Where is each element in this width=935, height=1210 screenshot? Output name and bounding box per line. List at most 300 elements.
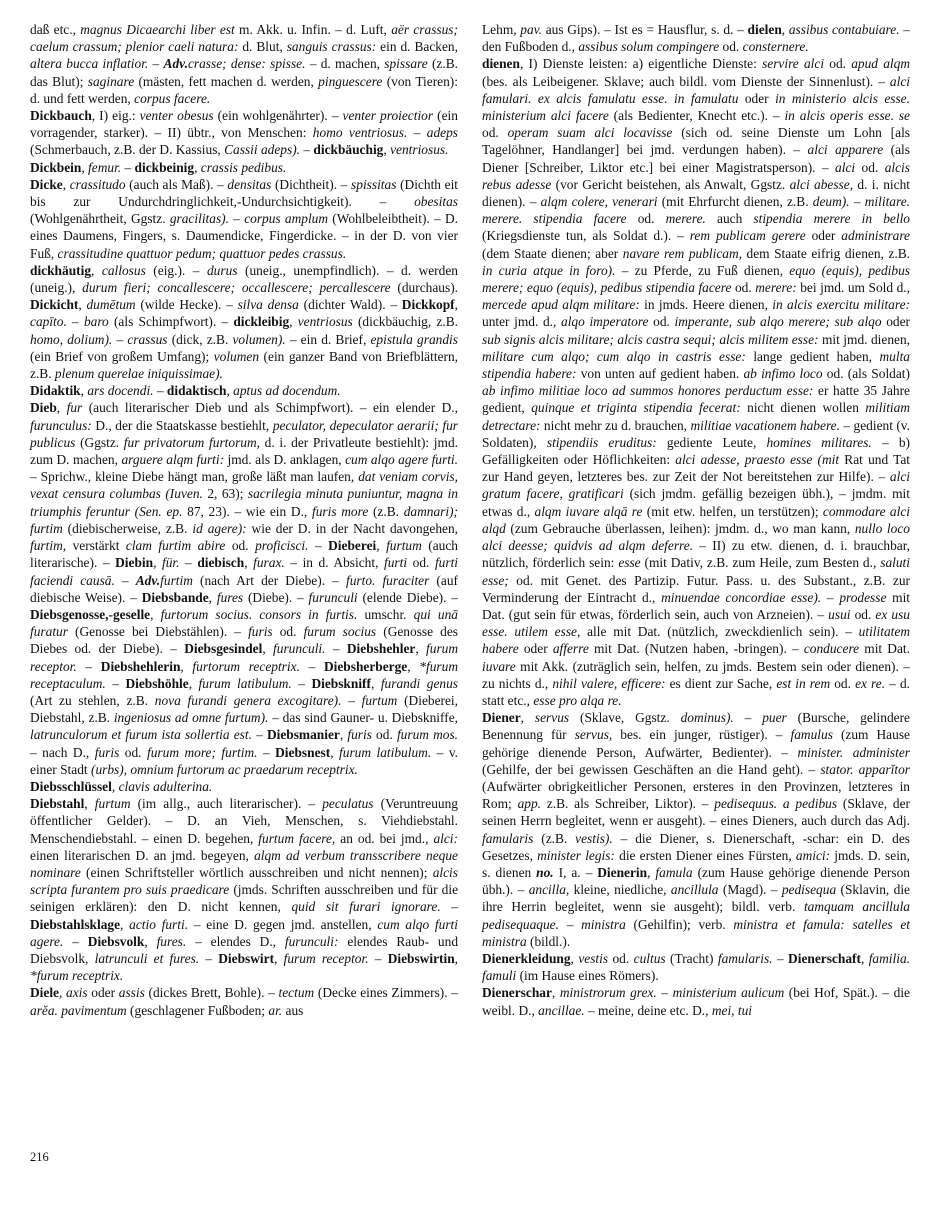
german-text: oder [805, 228, 842, 244]
latin-term: equo (equis), pedibus merere; equo (equis), pedibus stipendia facere [482, 262, 910, 296]
latin-term: latrunculorum et furum ista sollertia est. [30, 727, 252, 743]
german-text: (zum Hause gehörige dienende Person übh.). – [482, 864, 910, 898]
german-text: (dichter Wald). – [298, 297, 402, 313]
headword: Diebsvolk [87, 933, 145, 949]
latin-term: furis [347, 727, 372, 743]
german-text: od. [719, 39, 743, 55]
german-text: (jmds. Schriften ausschreiben und für die seinigen erklären): den D. nicht kennen, [30, 882, 459, 915]
latin-term: fures [216, 589, 244, 605]
german-text: , I) eig.: [91, 108, 140, 124]
german-text: (z.B. [368, 503, 404, 519]
latin-term: conducere [803, 641, 860, 657]
latin-term: Cassii adeps). [224, 142, 301, 158]
headword: dickbäuchig [313, 142, 384, 158]
german-text: nicht mehr zu d. brauchen, [540, 417, 691, 433]
german-text: – [179, 555, 198, 571]
german-text: d. Blut, [238, 39, 287, 55]
latin-term: furunculus: [30, 417, 92, 433]
german-text: (elende Diebe). – [357, 589, 458, 605]
latin-term: sub signis alcis militare; alcis castra sequi; alcis militem esse: [482, 331, 819, 347]
latin-term: furti faciendi causā. [30, 555, 459, 588]
german-text: , [120, 916, 130, 932]
german-text: (einen Schriftsteller wörtlich ausschreiben und nicht nennen); [80, 864, 433, 880]
latin-term: alci [835, 159, 856, 175]
latin-term: capīto. [30, 314, 67, 330]
latin-term: *furum receptaculum. [30, 658, 458, 691]
german-text: (bei Hof, Spät.). – die weibl. D., [482, 985, 911, 1018]
german-text: oder [881, 314, 910, 330]
german-text: – das sind Gauner- u. Diebskniffe, [268, 710, 458, 726]
latin-term: furum latibulum. [339, 744, 432, 760]
latin-term: ministrorum grex. [559, 985, 657, 1001]
latin-term: qui unā furatur [30, 606, 458, 640]
german-text: , [226, 383, 234, 399]
german-text: , [407, 658, 420, 674]
german-text: , [78, 297, 87, 313]
latin-term: saginare [87, 73, 135, 89]
german-text: – [121, 159, 135, 175]
german-text: (auch literarische). – [30, 538, 458, 571]
headword: dienen [482, 56, 520, 72]
latin-term: merere. [665, 211, 706, 227]
headword: Dickkopf [401, 297, 455, 313]
german-text: verstärkt [66, 538, 126, 554]
german-text: (wilde Hecke). – [135, 297, 238, 313]
german-text: umschr. [357, 606, 414, 622]
latin-term: ex usu esse. utilem esse, [482, 606, 910, 640]
german-text: kleine, niedliche, [569, 882, 671, 898]
german-text: (zum Gebrauche überlassen, leihen): jmdm. d., wo man kann, [505, 520, 855, 536]
german-text: (Gehilfin); verb. [625, 916, 734, 932]
latin-term: crassitudine quattuor pedum; quattuor pedes crassus. [57, 245, 347, 261]
latin-term: cum alqo furti agere. [30, 916, 459, 949]
headword: Diebshehlerin [100, 658, 181, 674]
german-text: (Sklave, Ggstz. [569, 710, 681, 726]
german-text: , [647, 864, 656, 880]
german-text: – [849, 194, 865, 210]
latin-term: fur [66, 400, 83, 416]
german-text: od. [608, 950, 634, 966]
latin-term: famularis [482, 830, 534, 846]
german-text: ein d. Backen, [376, 39, 458, 55]
german-text: (auch literarischer Dieb und als Schimpfwort). – ein elender D., [82, 400, 458, 416]
headword: Diebsherberge [323, 658, 408, 674]
german-text: (ein vorragender, starker). – II) übtr., von Menschen: [30, 108, 458, 141]
german-text: – [772, 950, 789, 966]
latin-term: furis [94, 744, 120, 760]
latin-term: fur privatorum furtorum, [123, 434, 260, 450]
latin-term: stipendia merere in bello [753, 211, 910, 227]
latin-term: tectum [278, 985, 315, 1001]
headword: Diebswirtin [387, 950, 455, 966]
headword: Diele [30, 985, 59, 1001]
latin-term: ars docendi. [87, 383, 154, 399]
german-text: (zum Hause gehörige dienende Person, Aufwärter, Bedienter). – [482, 727, 910, 760]
latin-term: ar. [268, 1002, 283, 1018]
german-text: – Sprichw., kleine Diebe hängt man, große läßt man laufen, [30, 469, 359, 485]
german-text: – eine D. gegen jmd. anstellen, [188, 916, 378, 932]
german-text: od. [371, 727, 397, 743]
german-text: (Dieberei, Diebstahl, z.B. [30, 692, 459, 726]
german-text: , [84, 796, 95, 812]
latin-term: damnari); furtim [30, 503, 458, 536]
german-text: alle mit Dat. (nützlich, zweckdienlich sein). – [580, 624, 859, 640]
german-text: jmds. D. sein, s. dienen [482, 847, 910, 880]
german-text: (sich jmdm. gefällig bezeigen übh.), – jmdm. mit etwas d., [482, 486, 910, 519]
latin-term: venter obesus [139, 108, 214, 124]
headword: Diebshöhle [125, 675, 189, 691]
latin-term: in alcis exercitu militare: [772, 297, 910, 313]
latin-term: actio furti. [129, 916, 189, 932]
german-text: bei jmd. um Sold d., [796, 280, 911, 296]
german-text: (nach Art der Diebe). – [192, 572, 346, 588]
german-text: – [228, 211, 245, 227]
column-right [482, 21, 910, 1019]
latin-term: ingeniosus ad omne furtum). [113, 710, 269, 726]
german-text: , [153, 555, 162, 571]
german-text: – [76, 658, 101, 674]
german-text: – [63, 933, 88, 949]
latin-term: furax. [253, 555, 285, 571]
german-text: , [180, 658, 193, 674]
latin-term: vestis [578, 950, 609, 966]
abbreviation-label: Adv. [163, 56, 188, 72]
page-number: 216 [30, 1150, 49, 1164]
german-text: , [781, 22, 789, 37]
entry-paragraph [482, 950, 910, 984]
german-text: – [558, 916, 582, 932]
german-text: (Sklavin, die ihre Herrin begleitet, wenn sie ausgeht); bildl. verb. [482, 882, 910, 915]
german-text: D., der die Staatskasse bestiehlt, [91, 417, 273, 433]
entry-paragraph [482, 709, 910, 950]
headword: Diebin [115, 555, 154, 571]
latin-term: (urbs), omnium furtorum ac praedarum receptrix. [90, 761, 358, 777]
german-text: (Dichth eit bis zur Undurchdringlichkeit,-Undurchsichtigkeit). – [30, 176, 459, 210]
entry-paragraph [30, 778, 458, 795]
latin-term: nihil valere, efficere: [552, 675, 666, 691]
german-text: mit jmd. dienen, [818, 331, 910, 347]
german-text: , [91, 262, 102, 278]
german-text: mit Dat. (gut sein für etwas, förderlich sein, auch von Arzneien). – [482, 589, 911, 622]
latin-term: furandi genus [380, 675, 459, 691]
latin-term: ministra [581, 916, 626, 932]
german-text: (Diebe). – [243, 589, 309, 605]
latin-term: arĕa. pavimentum [30, 1002, 127, 1018]
german-text: (Ggstz. [75, 434, 124, 450]
latin-term: ex re. [855, 675, 886, 691]
german-text: , [383, 142, 391, 158]
latin-term: pedisequa [781, 882, 837, 898]
headword: Dieberei [328, 538, 377, 554]
latin-term: corpus facere. [134, 90, 211, 106]
german-text: – b) Gefälligkeiten oder Höflichkeiten: [482, 434, 910, 468]
german-text: od. [648, 314, 675, 330]
latin-term: furtum [361, 692, 398, 708]
german-text: – [251, 727, 267, 743]
german-text: aus [282, 1002, 304, 1018]
german-text: (dem Staate dienen; aber [482, 245, 623, 261]
german-text: – [112, 331, 128, 347]
german-text: , [62, 176, 70, 192]
latin-term: utilitatem habere [482, 624, 910, 657]
german-text: , [111, 778, 119, 794]
german-text: die ersten Diener eines Fürsten, [614, 847, 796, 863]
german-text: (Art zu stehlen, z.B. [30, 692, 155, 708]
german-text: – ein d. Brief, [285, 331, 371, 347]
entry-paragraph [30, 382, 458, 399]
latin-term: quinque et triginta stipendia fecerat: [531, 400, 741, 416]
latin-term: dat veniam corvis, vexat censura columbas (Iuven. [30, 469, 458, 502]
german-text: (ein ganzer Band von Briefblättern, z.B. [30, 348, 458, 382]
latin-term: servus, [574, 727, 613, 743]
headword: Dieb [30, 400, 57, 416]
latin-term: rem publicam gerere [689, 228, 806, 244]
entry-paragraph [30, 107, 458, 159]
latin-term: prodesse [839, 589, 887, 605]
german-text: (als Diener [Schreiber, Liktor etc.] bei einer Magistratsperson). – [482, 142, 910, 175]
latin-term: durus [206, 262, 238, 278]
headword: Diebsbande [141, 589, 209, 605]
latin-term: furunculi [308, 589, 358, 605]
latin-term: furum mos. [396, 727, 458, 743]
latin-term: est in rem [776, 675, 831, 691]
german-text: – [199, 950, 219, 966]
latin-term: vestis). [575, 830, 613, 846]
latin-term: afferre [552, 641, 589, 657]
german-text: (dick, z.B. [167, 331, 233, 347]
latin-term: magnus Dicaearchi liber est [80, 22, 235, 37]
german-text: (ein wohlgenährter). – [213, 108, 343, 124]
german-text: oder [87, 985, 119, 1001]
german-text: , [376, 538, 387, 554]
german-text: , [150, 606, 161, 622]
german-text: wie der D. in der Nacht davongehen, [246, 520, 459, 536]
german-text: (Genosse des Diebes od. der Diebe). – [30, 624, 459, 657]
latin-term: assis [118, 985, 145, 1001]
latin-term: arguere alqm furti: [121, 452, 225, 468]
german-text: oder [738, 90, 776, 106]
latin-term: id agere): [192, 520, 247, 536]
latin-term: clavis adulterina. [118, 778, 213, 794]
latin-term: mei, tui [711, 1002, 752, 1018]
german-text: auch [705, 211, 754, 227]
german-text: – [291, 675, 312, 691]
latin-term: minister. administer [797, 744, 910, 760]
latin-term: epistula grandis [370, 331, 458, 347]
german-text: (mästen, fett machen d. werden, [134, 73, 319, 89]
latin-term: ventriosus. [390, 142, 449, 158]
latin-term: dominus). [680, 710, 734, 726]
latin-term: furtim [160, 572, 193, 588]
german-text: – den Fußboden d., [482, 22, 910, 55]
german-text: z.B. als Schreiber, Liktor). – [541, 796, 715, 812]
headword: Diebskniff [311, 675, 371, 691]
latin-term: furis [248, 624, 273, 640]
latin-term: aptus ad docendum. [233, 383, 341, 399]
latin-term: alqm ad verbum transscribere neque nominare [30, 847, 459, 880]
german-text: mit Dat. (Nutzen haben, -bringen). – [588, 641, 804, 657]
latin-term: navare rem publicam, [622, 245, 743, 261]
latin-term: homo, dolium). [30, 331, 113, 347]
latin-term: crassis pedibus. [200, 159, 287, 175]
german-text: (Magd). – [718, 882, 782, 898]
german-text: – [114, 572, 136, 588]
german-text: oder [518, 641, 553, 657]
german-text: – in d. Absicht, [284, 555, 384, 571]
headword: Diebsnest [275, 744, 331, 760]
latin-term: clam furtim abire [125, 538, 226, 554]
german-text: – [300, 142, 314, 158]
latin-term: latrunculi et fures. [94, 950, 200, 966]
headword: diebisch [197, 555, 245, 571]
latin-term: homines militares. [766, 434, 872, 450]
latin-term: silva densa [237, 297, 299, 313]
entry-paragraph [30, 262, 458, 382]
latin-term: sacrilegia minuta puniuntur, magna in triumphis feruntur (Sen. ep. [30, 486, 459, 519]
entry-paragraph [30, 176, 458, 262]
german-text: , [339, 727, 348, 743]
german-text: (z.B. das Blut); [30, 56, 458, 89]
headword: dickhäutig [30, 262, 92, 278]
latin-term: furtum facere, [258, 830, 336, 846]
latin-term: furtim, [30, 538, 67, 554]
latin-term: nullo loco alci deesse; quidvis ad alqm deferre. [482, 520, 910, 554]
headword: Dienerschar [482, 985, 552, 1001]
latin-term: homo ventriosus. [312, 125, 408, 141]
german-text: – [341, 692, 362, 708]
latin-term: alqo imperatore [561, 314, 649, 330]
latin-term: militiam detrectare: [482, 400, 910, 433]
latin-term: cum alqo agere furti. [345, 452, 458, 468]
german-text: , [454, 297, 458, 313]
latin-term: famularis. [717, 950, 773, 966]
latin-term: femur. [88, 159, 122, 175]
latin-term: aër crassus; caelum crassum; plenior caeli natura: [30, 22, 458, 55]
latin-term: minister legis: [537, 847, 615, 863]
german-text: gediente Leute, [656, 434, 767, 450]
latin-term: furtorum socius. consors in furtis. [160, 606, 358, 622]
headword: Dienerschaft [788, 950, 861, 966]
german-text: – [733, 710, 763, 726]
german-text: – meine, deine etc. D., [584, 1002, 712, 1018]
german-text: – [325, 641, 347, 657]
german-text: – elendes D., [186, 933, 285, 949]
latin-term: militare. merere. stipendia facere [482, 194, 910, 227]
german-text: od. [119, 744, 147, 760]
german-text: , [860, 950, 869, 966]
latin-term: volumen). [232, 331, 286, 347]
latin-term: callosus [101, 262, 146, 278]
german-text: 87, 23). – wie ein D., [182, 503, 312, 519]
german-text: lange gedient haben, [745, 348, 880, 364]
latin-term: operam suam alci locavisse [507, 125, 673, 141]
latin-term: consternere. [742, 39, 809, 55]
latin-term: durum fieri; concallescere; occallescere; percallescere [82, 280, 391, 296]
latin-term: imperante, sub alqo merere; sub alqo [674, 314, 882, 330]
latin-term: furis more [311, 503, 369, 519]
german-text: (auch als Maß). – [125, 176, 228, 192]
latin-term: furtorum receptrix. [192, 658, 300, 674]
latin-term: peculatus [322, 796, 374, 812]
headword: Diebshehler [346, 641, 416, 657]
headword: Dickbein [30, 159, 82, 175]
german-text: , [194, 159, 201, 175]
latin-term: axis [66, 985, 88, 1001]
headword: Dickicht [30, 297, 79, 313]
headword: Diebswirt [218, 950, 275, 966]
latin-term: furunculi: [284, 933, 339, 949]
german-text: , [81, 159, 89, 175]
german-text: (uneig., unempfindlich). – d. werden (uneig.), [30, 262, 458, 296]
latin-term: dumētum [86, 297, 136, 313]
german-text: od. [855, 159, 885, 175]
latin-term: esse [618, 555, 641, 571]
german-text: mit Akk. (zuträglich sein, helfen, zu jmds. Bestem sein oder dienen). – zu nichts d., [482, 658, 910, 691]
german-text: – [368, 950, 388, 966]
german-text: , [56, 400, 67, 416]
latin-term: spissare [384, 56, 428, 72]
german-text: (von Tieren): d. und fett werden, [30, 73, 458, 106]
entry-paragraph [30, 21, 458, 107]
german-text: – [656, 985, 673, 1001]
latin-term: famula [655, 864, 693, 880]
latin-term: adeps [426, 125, 459, 141]
latin-term: furum receptor. [283, 950, 369, 966]
german-text: , [370, 675, 381, 691]
german-text: dem Staate eifrig dienen, z.B. [742, 245, 910, 261]
german-text: , [520, 710, 535, 726]
latin-term: crassitudo [69, 176, 126, 192]
german-text: (Decke eines Zimmers). – [314, 985, 458, 1001]
latin-term: in curia atque in foro). [482, 262, 616, 278]
german-text: , [244, 555, 254, 571]
headword: Diebsmanier [266, 727, 340, 743]
column-left [30, 21, 458, 1019]
latin-term: ab infimo loco [743, 366, 823, 382]
german-text: (im Hause eines Römers). [516, 968, 659, 984]
latin-term: fures. [156, 933, 187, 949]
german-text: (dickes Brett, Bohle). – [144, 985, 279, 1001]
headword: Dienerkleidung [482, 950, 571, 966]
german-text: (bildl.). [526, 933, 571, 949]
german-text: – [407, 125, 427, 141]
latin-term: furtum [386, 538, 422, 554]
latin-term: alci gratum facere, gratificari [482, 469, 910, 502]
latin-term: peculator, depeculator aerarii; fur publicus [30, 417, 458, 450]
latin-term: alci: [433, 830, 458, 846]
latin-term: crassus [127, 331, 168, 347]
latin-term: alqm colere, venerari [540, 194, 658, 210]
german-text: (als Bedienter, Knecht etc.). – [608, 108, 785, 124]
german-text: 2, 63); [202, 486, 248, 502]
latin-term: merere: [755, 280, 797, 296]
german-text: – [257, 744, 276, 760]
headword: didaktisch [166, 383, 227, 399]
german-text: (Wohlbeleibtheit). – D. eines Daumens, Fingers, s. Daumendicke, Fingerdicke. – in der D. von vier Fuß, [30, 211, 459, 261]
german-text: od. [272, 624, 304, 640]
german-text: (dickbäuchig, z.B. [352, 314, 458, 330]
german-text: Rat und Tat zur Hand geyen, letzteres bes. zur Zeit der Not bereitstehen zur Hilfe). – [482, 452, 910, 485]
entry-paragraph [30, 795, 458, 984]
latin-term: ancillae. [538, 1002, 585, 1018]
latin-term: iuvare [482, 658, 516, 674]
latin-term: esse pro alqa re. [533, 692, 622, 708]
german-text: (im allg., auch literarischer). – [130, 796, 323, 812]
german-text: es dient zur Sache, [665, 675, 777, 691]
latin-term: minuendae concordiae esse). [661, 589, 822, 605]
german-text: od. [407, 555, 435, 571]
latin-term: in ministerio alcis esse. ministerium alci facere [482, 90, 910, 124]
